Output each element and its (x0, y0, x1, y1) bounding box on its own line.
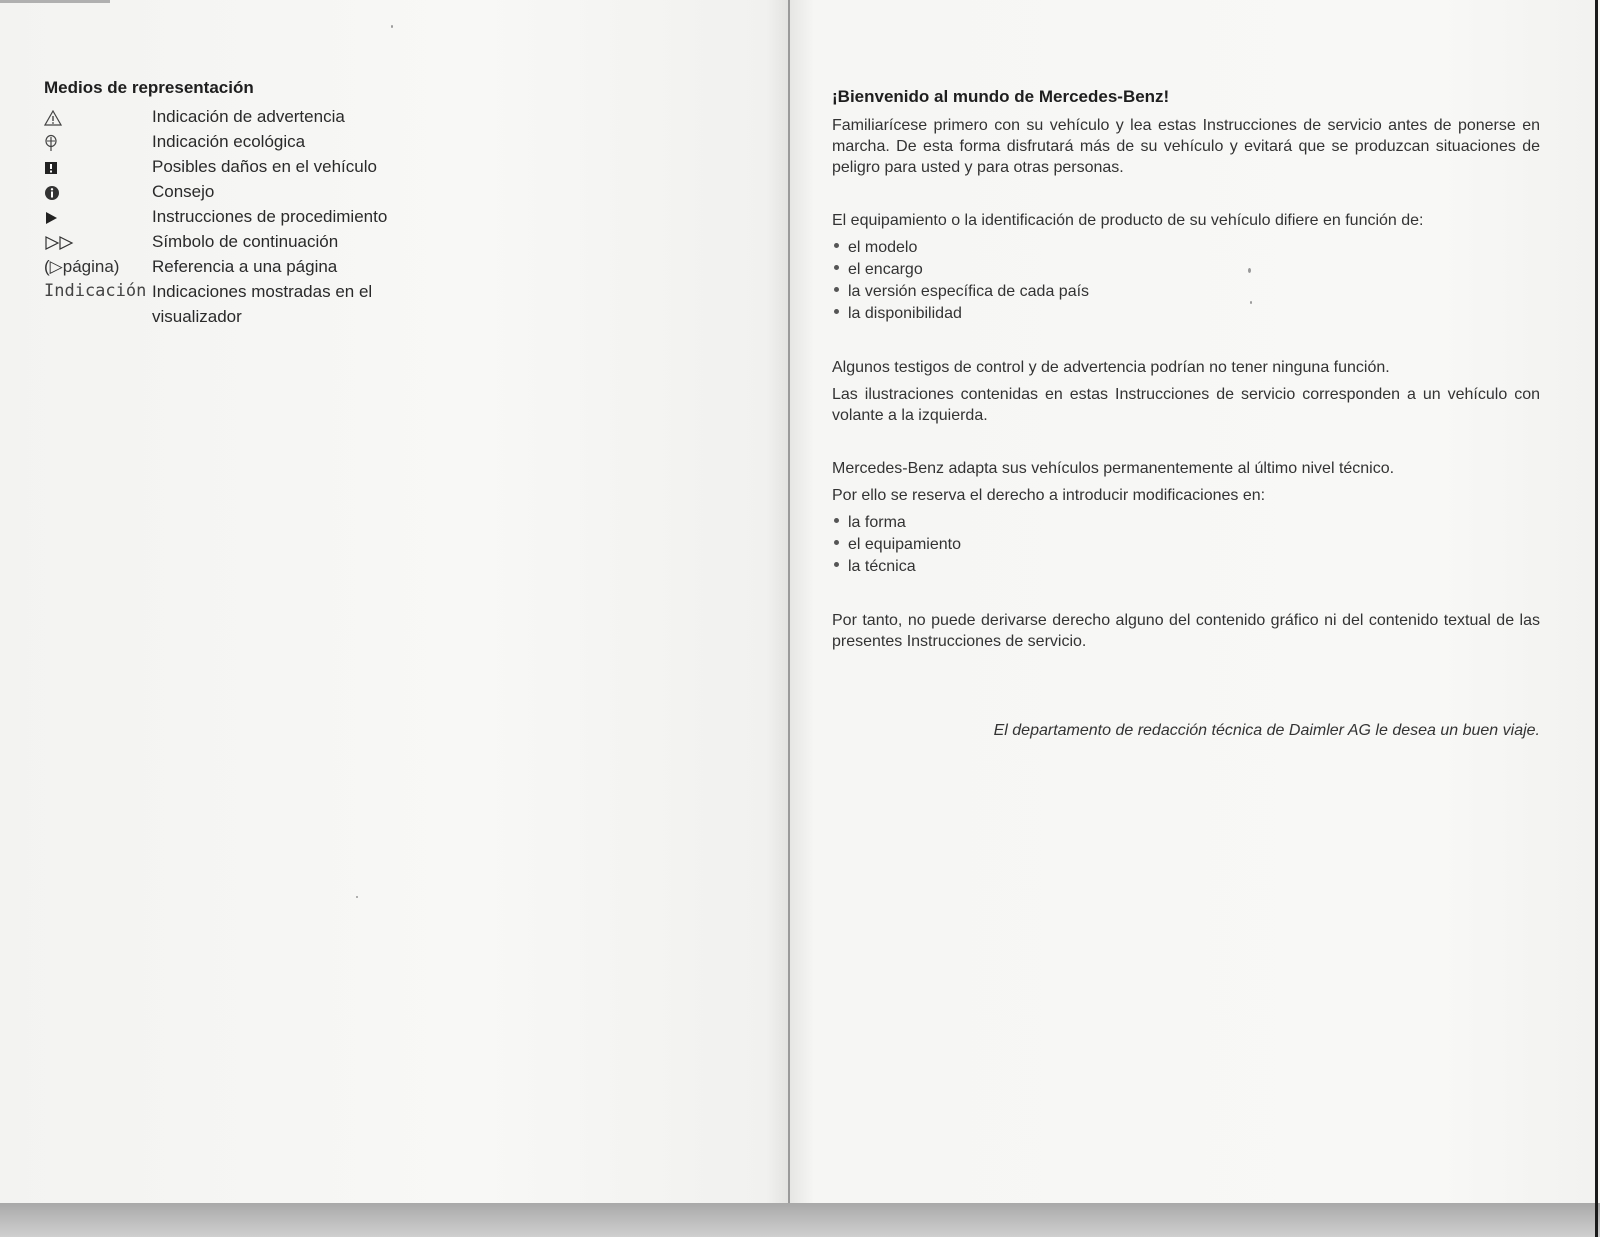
equipment-intro: El equipamiento o la identificación de producto de su vehículo difiere en función de: (832, 212, 1424, 229)
legend-row-page-ref (44, 254, 464, 279)
damage-exclamation-icon (44, 154, 152, 179)
legend-row-info (44, 179, 464, 204)
welcome-section (832, 86, 1540, 658)
warning-lamps-paragraph: Algunos testigos de control y de advertencia podrían no tener ninguna función. (832, 359, 1390, 376)
legend-label: Referencia a una página (152, 257, 338, 276)
display-text-symbol: Indicación (44, 281, 147, 301)
disclaimer-paragraph: Por tanto, no puede derivarse derecho alguno del contenido gráfico ni del contenido textual de las presentes Instrucciones de servicio. (832, 612, 1540, 650)
legend-label: Posibles daños en el vehículo (152, 157, 377, 176)
bullet-icon (834, 309, 839, 314)
page-gutter (788, 0, 790, 1205)
legend-row-display (44, 279, 464, 329)
page-reference-symbol: (▷página) (44, 257, 120, 276)
list-item: la disponibilidad (834, 303, 1540, 325)
legend-label: Consejo (152, 182, 215, 201)
list-item: el equipamiento (834, 534, 1540, 556)
symbol-legend (44, 78, 464, 329)
legend-label: Indicación de advertencia (152, 107, 345, 126)
scan-edge-shadow (0, 0, 110, 3)
bullet-icon (834, 287, 839, 292)
intro-paragraph: Familiarícese primero con su vehículo y lea estas Instrucciones de servicio antes de ponerse en marcha. De esta forma disfrutará más de su vehículo y evitará que se produzcan situaciones de peligro para usted y para otras personas. (832, 117, 1540, 176)
bullet-icon (834, 562, 839, 567)
warning-triangle-icon (44, 104, 152, 129)
legend-row-eco (44, 129, 464, 154)
scan-speck (1248, 268, 1251, 273)
illustrations-paragraph: Las ilustraciones contenidas en estas Instrucciones de servicio corresponden a un vehículo con volante a la izquierda. (832, 386, 1540, 424)
bullet-icon (834, 518, 839, 523)
legend-label: Indicaciones mostradas en el visualizador (152, 282, 373, 326)
bullet-icon (834, 540, 839, 545)
legend-label: Instrucciones de procedimiento (152, 207, 388, 226)
double-arrow-icon (44, 229, 152, 254)
signature-line: El departamento de redacción técnica de Daimler AG le desea un buen viaje. (993, 722, 1540, 739)
legend-row-continuation (44, 229, 464, 254)
play-arrow-icon (44, 204, 152, 229)
scan-speck (1250, 301, 1252, 304)
equipment-list (832, 237, 1540, 325)
list-item: la forma (834, 512, 1540, 534)
list-item: la versión específica de cada país (834, 281, 1540, 303)
list-item: la técnica (834, 556, 1540, 578)
bullet-icon (834, 243, 839, 248)
adapts-paragraph: Mercedes-Benz adapta sus vehículos permanentemente al último nivel técnico. (832, 460, 1395, 477)
legend-label: Símbolo de continuación (152, 232, 339, 251)
scan-bottom-shadow (0, 1203, 1600, 1237)
bullet-icon (834, 265, 839, 270)
reserve-paragraph: Por ello se reserva el derecho a introducir modificaciones en: (832, 487, 1266, 504)
legend-label: Indicación ecológica (152, 132, 306, 151)
scan-speck (356, 896, 358, 898)
scan-speck (391, 25, 393, 28)
legend-row-procedure (44, 204, 464, 229)
modifications-list (832, 512, 1540, 578)
welcome-heading: ¡Bienvenido al mundo de Mercedes-Benz! (832, 87, 1170, 106)
info-icon (44, 179, 152, 204)
legend-row-damage (44, 154, 464, 179)
legend-title: Medios de representación (44, 78, 254, 97)
list-item: el modelo (834, 237, 1540, 259)
list-item: el encargo (834, 259, 1540, 281)
eco-leaf-icon (44, 129, 152, 154)
scan-right-edge (1595, 0, 1598, 1237)
legend-row-warning (44, 104, 464, 129)
